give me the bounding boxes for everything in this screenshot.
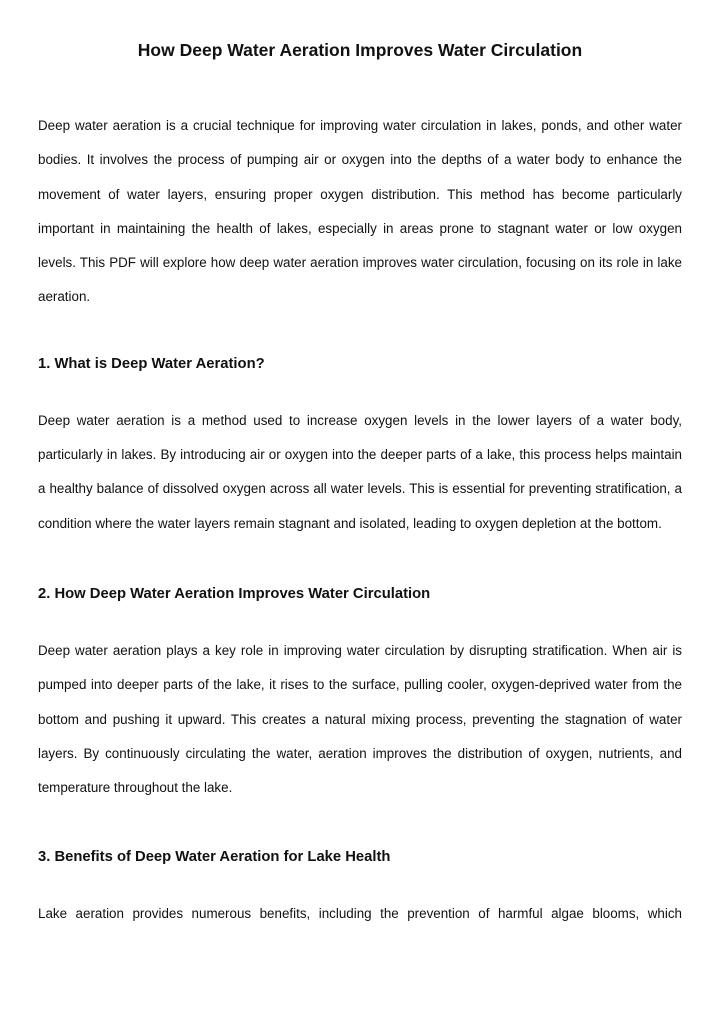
section-heading-how-it-improves: 2. How Deep Water Aeration Improves Water Circulation — [38, 585, 431, 602]
section-body-how-it-improves: Deep water aeration plays a key role in improving water circulation by disrupting stratification. When air is pumped into deeper parts of the lake, it rises to the surface, pulling cooler, oxygen-deprived water from the bottom and pushing it upward. This creates a natural mixing process, preventing the stagnation of water layers. By continuously circulating the water, aeration improves the distribution of oxygen, nutrients, and temperature throughout the lake. — [38, 642, 682, 796]
section-heading-what-is: 1. What is Deep Water Aeration? — [38, 355, 265, 372]
document-title: How Deep Water Aeration Improves Water Circulation — [137, 40, 583, 60]
section-body-benefits: Lake aeration provides numerous benefits, including the prevention of harmful algae blooms, which — [38, 906, 682, 922]
section-body-what-is: Deep water aeration is a method used to increase oxygen levels in the lower layers of a water body, particularly in lakes. By introducing air or oxygen into the deeper parts of a lake, this process helps maintain a healthy balance of dissolved oxygen across all water levels. This is essential for preventing stratification, a condition where the water layers remain stagnant and isolated, leading to oxygen depletion at the bottom. — [38, 412, 682, 531]
section-heading-benefits: 3. Benefits of Deep Water Aeration for Lake Health — [38, 849, 391, 866]
intro-paragraph: Deep water aeration is a crucial technique for improving water circulation in lakes, ponds, and other water bodies. It involves the process of pumping air or oxygen into the depths of a water body to enhance the movement of water layers, ensuring proper oxygen distribution. This method has become particularly important in maintaining the health of lakes, especially in areas prone to stagnant water or low oxygen levels. This PDF will explore how deep water aeration improves water circulation, focusing on its role in lake aeration. — [38, 118, 682, 305]
